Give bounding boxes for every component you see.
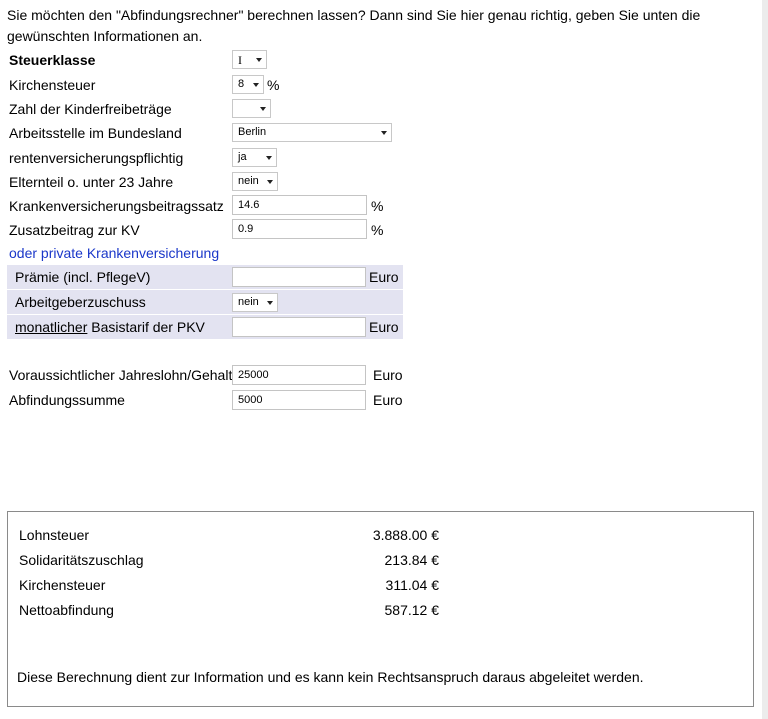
zusatzbeitrag-label: Zusatzbeitrag zur KV [9,222,140,238]
bundesland-value: Berlin [238,126,267,138]
chevron-down-icon [260,107,266,111]
praemie-label: Prämie (incl. PflegeV) [15,269,151,285]
zusatzbeitrag-value: 0.9 [238,223,254,235]
rentenversicherung-label: rentenversicherungspflichtig [9,150,184,166]
jahreslohn-input[interactable] [232,365,366,385]
kinderfreibetraege-select[interactable] [232,99,271,118]
kv-beitragssatz-label: Krankenversicherungsbeitragssatz [9,198,224,214]
page-scroll-gutter [762,0,768,719]
result-value: 311.04 € [385,577,439,593]
arbeitgeberzuschuss-row [7,290,403,314]
praemie-input[interactable] [232,267,366,287]
arbeitgeberzuschuss-select[interactable] [232,293,278,312]
jahreslohn-unit: Euro [373,367,403,383]
abfindungssumme-input[interactable] [232,390,366,410]
basistarif-unit: Euro [369,319,399,335]
kirchensteuer-value: 8 [238,78,245,90]
rentenversicherung-value: ja [238,151,247,163]
elternteil-label: Elternteil o. unter 23 Jahre [9,174,174,190]
basistarif-input[interactable] [232,317,366,337]
zusatzbeitrag-unit: % [371,222,384,238]
result-row-lohnsteuer [19,527,439,547]
arbeitgeberzuschuss-value: nein [238,296,259,308]
kv-beitragssatz-value: 14.6 [238,199,260,211]
kv-beitragssatz-input[interactable] [232,195,367,215]
chevron-down-icon [256,58,262,62]
result-value: 587.12 € [384,602,439,618]
kv-beitragssatz-unit: % [371,198,384,214]
elternteil-select[interactable] [232,172,278,191]
zusatzbeitrag-input[interactable] [232,219,367,239]
disclaimer-text: Diese Berechnung dient zur Information und es kann kein Rechtsanspruch daraus abgeleitet werden. [17,669,644,685]
result-row-kirchensteuer [19,577,439,597]
bundesland-label: Arbeitsstelle im Bundesland [9,125,182,141]
praemie-row [7,265,403,289]
basistarif-label-underlined: monatlicher [15,319,88,335]
result-label: Lohnsteuer [19,527,90,543]
arbeitgeberzuschuss-label: Arbeitgeberzuschuss [15,294,146,310]
rentenversicherung-select[interactable] [232,148,277,167]
basistarif-label-rest: Basistarif der PKV [87,319,205,335]
praemie-unit: Euro [369,269,399,285]
result-label: Kirchensteuer [19,577,106,593]
chevron-down-icon [267,180,273,184]
result-label: Nettoabfindung [19,602,114,618]
abfindungssumme-value: 5000 [238,394,263,406]
result-value: 213.84 € [384,552,439,568]
jahreslohn-label: Voraussichtlicher Jahreslohn/Gehalt [9,367,233,383]
abfindungssumme-label: Abfindungssumme [9,392,125,408]
result-row-soli [19,552,439,572]
basistarif-label [15,319,205,335]
result-label: Solidaritätszuschlag [19,552,144,568]
steuerklasse-select[interactable] [232,50,267,69]
elternteil-value: nein [238,175,259,187]
kirchensteuer-unit: % [267,77,280,93]
chevron-down-icon [381,131,387,135]
chevron-down-icon [266,156,272,160]
chevron-down-icon [253,83,259,87]
bundesland-select[interactable] [232,123,392,142]
kirchensteuer-select[interactable] [232,75,264,94]
basistarif-row [7,315,403,339]
steuerklasse-label: Steuerklasse [9,52,96,68]
chevron-down-icon [267,301,273,305]
jahreslohn-value: 25000 [238,369,269,381]
result-row-nettoabfindung [19,602,439,622]
intro-text: Sie möchten den "Abfindungsrechner" berechnen lassen? Dann sind Sie hier genau richtig, geben Sie unten die gewünschten Informationen an. [7,7,701,44]
steuerklasse-value: I [238,53,242,67]
results-box [7,511,754,707]
kinderfreibetraege-label: Zahl der Kinderfreibeträge [9,101,172,117]
result-value: 3.888.00 € [372,527,439,543]
private-kv-link[interactable]: oder private Krankenversicherung [9,245,220,261]
kirchensteuer-label: Kirchensteuer [9,77,96,93]
abfindungssumme-unit: Euro [373,392,403,408]
